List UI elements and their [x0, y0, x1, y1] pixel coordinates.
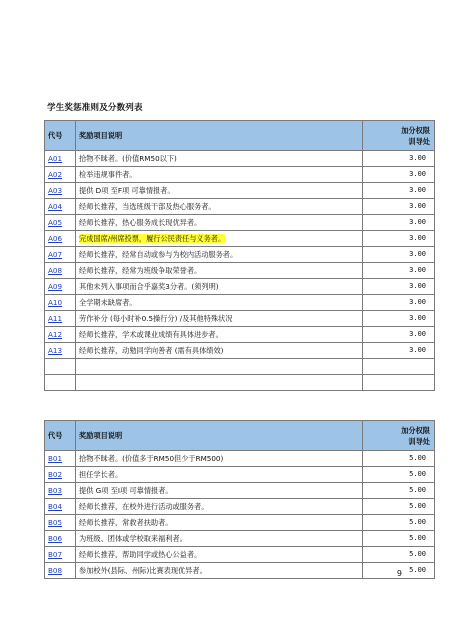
row-description: 参加校外(县际、州际)比赛表现优异者。 [79, 566, 207, 575]
row-description: 经师长推荐，经常为班级争取荣誉者。 [79, 266, 202, 275]
rewards-table-a [44, 120, 435, 391]
table-header-row [45, 421, 435, 451]
row-code-cell[interactable] [45, 327, 76, 343]
header-points-line1: 加分权限 [401, 425, 430, 435]
header-points [363, 421, 435, 451]
row-points: 5.00 [363, 547, 435, 563]
table-row [45, 531, 435, 547]
table-row [45, 295, 435, 311]
row-code-cell[interactable] [45, 279, 76, 295]
header-points-line1: 加分权限 [401, 125, 430, 135]
row-points: 3.00 [363, 311, 435, 327]
row-points: 5.00 [363, 531, 435, 547]
table-row [45, 151, 435, 167]
row-description: 其他未列入事项而合乎嘉奖3分者。(须列明) [79, 282, 219, 291]
row-description: 经师长推荐，常救者扶助者。 [79, 518, 173, 527]
row-description-cell [76, 483, 363, 499]
row-points: 5.00 [363, 515, 435, 531]
row-code-cell[interactable] [45, 531, 76, 547]
empty-cell [76, 359, 363, 375]
row-description: 经师长推荐，学术或课业成绩有具体进步者。 [79, 330, 223, 339]
row-code-link[interactable]: B01 [48, 454, 63, 463]
row-code-link[interactable]: A13 [48, 346, 63, 355]
row-description: 完成国席/州席投票，履行公民责任与义务者。 [79, 234, 226, 243]
row-points: 3.00 [363, 327, 435, 343]
row-description: 经师长推荐，帮助同学或热心公益者。 [79, 550, 202, 559]
row-points: 3.00 [363, 279, 435, 295]
row-description: 担任学长者。 [79, 470, 123, 479]
row-code-cell[interactable] [45, 515, 76, 531]
table-header-row [45, 121, 435, 151]
table-row [45, 215, 435, 231]
row-description-cell [76, 343, 363, 359]
table-row [45, 515, 435, 531]
row-code-cell[interactable] [45, 199, 76, 215]
row-points: 3.00 [363, 231, 435, 247]
row-description-cell [76, 467, 363, 483]
row-description-cell [76, 247, 363, 263]
header-description: 奖励项目说明 [76, 121, 363, 151]
row-code-link[interactable]: A03 [48, 186, 63, 195]
row-description-cell [76, 215, 363, 231]
row-description: 为班级、团体或学校取来福利者。 [79, 534, 187, 543]
row-description-cell [76, 499, 363, 515]
row-points: 3.00 [363, 263, 435, 279]
row-code-cell[interactable] [45, 231, 76, 247]
row-description-cell [76, 167, 363, 183]
table-row [45, 231, 435, 247]
row-code-cell[interactable] [45, 499, 76, 515]
row-code-cell[interactable] [45, 167, 76, 183]
empty-row [45, 375, 435, 391]
header-points [363, 121, 435, 151]
row-points: 3.00 [363, 295, 435, 311]
row-description-cell [76, 183, 363, 199]
row-points: 3.00 [363, 199, 435, 215]
row-code-link[interactable]: B05 [48, 518, 63, 527]
row-code-link[interactable]: B03 [48, 486, 63, 495]
row-code-cell[interactable] [45, 151, 76, 167]
table-row [45, 263, 435, 279]
row-code-link[interactable]: A05 [48, 218, 63, 227]
table-row [45, 563, 435, 579]
row-code-cell[interactable] [45, 483, 76, 499]
table-row [45, 247, 435, 263]
row-code-cell[interactable] [45, 343, 76, 359]
header-description: 奖励项目说明 [76, 421, 363, 451]
table-row [45, 167, 435, 183]
row-description: 劳作补分 (每小时补0.5操行分) /及其他特殊状况 [79, 314, 233, 323]
row-description: 经师长推荐，经常自动或参与为校内活动服务者。 [79, 250, 238, 259]
row-code-cell[interactable] [45, 263, 76, 279]
row-description: 拾物不昧者。(价值多于RM50但少于RM500) [79, 454, 224, 463]
row-code-link[interactable]: B04 [48, 502, 63, 511]
row-code-link[interactable]: B08 [48, 566, 63, 575]
row-code-cell[interactable] [45, 451, 76, 467]
page-number: 9 [396, 569, 402, 578]
row-description-cell [76, 151, 363, 167]
row-code-link[interactable]: A04 [48, 202, 63, 211]
table-row [45, 547, 435, 563]
table-row [45, 467, 435, 483]
row-description-cell [76, 199, 363, 215]
row-description: 检举违规事件者。 [79, 170, 137, 179]
table-row [45, 451, 435, 467]
row-description-cell [76, 295, 363, 311]
row-code-link[interactable]: A06 [48, 234, 63, 243]
table-row [45, 483, 435, 499]
row-description-cell [76, 451, 363, 467]
row-code-link[interactable]: A10 [48, 298, 63, 307]
table-row [45, 499, 435, 515]
header-points-line2: 训导处 [408, 436, 430, 446]
row-points: 3.00 [363, 215, 435, 231]
row-description: 经师长推荐，当选班级干部及热心服务者。 [79, 202, 216, 211]
row-code-link[interactable]: B02 [48, 470, 63, 479]
row-points: 5.00 [363, 451, 435, 467]
row-points: 3.00 [363, 167, 435, 183]
row-description-cell [76, 263, 363, 279]
table-row [45, 183, 435, 199]
row-code-link[interactable]: A02 [48, 170, 63, 179]
row-code-link[interactable]: A01 [48, 154, 63, 163]
row-description-cell [76, 531, 363, 547]
row-description: 全学期未缺席者。 [79, 298, 137, 307]
table-row [45, 279, 435, 295]
row-description-cell [76, 547, 363, 563]
empty-cell [45, 375, 76, 391]
row-points: 3.00 [363, 343, 435, 359]
row-points: 5.00 [363, 467, 435, 483]
empty-cell [45, 359, 76, 375]
row-points: 3.00 [363, 151, 435, 167]
row-description: 经师长推荐，动勉同学向善者 (需有具体绩效) [79, 346, 224, 355]
table-row [45, 311, 435, 327]
row-points: 3.00 [363, 247, 435, 263]
row-code-link[interactable]: B07 [48, 550, 63, 559]
empty-cell [363, 359, 435, 375]
row-code-link[interactable]: A09 [48, 282, 63, 291]
row-description: 提供 D项 至F项 可靠情报者。 [79, 186, 175, 195]
row-points: 5.00 [363, 483, 435, 499]
page-title: 学生奖惩准则及分数列表 [47, 103, 143, 113]
empty-cell [76, 375, 363, 391]
row-description-cell [76, 311, 363, 327]
row-points: 5.00 [363, 499, 435, 515]
row-code-cell[interactable] [45, 295, 76, 311]
row-code-cell[interactable] [45, 563, 76, 579]
row-code-link[interactable]: A07 [48, 250, 63, 259]
row-code-cell[interactable] [45, 467, 76, 483]
row-code-cell[interactable] [45, 215, 76, 231]
header-code: 代号 [45, 421, 76, 451]
row-description-cell [76, 515, 363, 531]
row-code-link[interactable]: A08 [48, 266, 63, 275]
row-points: 5.00 [363, 563, 435, 579]
row-description: 经师长推荐，热心服务成长现优异者。 [79, 218, 202, 227]
row-code-cell[interactable] [45, 183, 76, 199]
row-description-cell [76, 563, 363, 579]
empty-cell [363, 375, 435, 391]
row-code-link[interactable]: A11 [48, 314, 63, 323]
row-code-link[interactable]: A12 [48, 330, 63, 339]
header-points-line2: 训导处 [408, 136, 430, 146]
rewards-table-b [44, 420, 435, 579]
row-description: 经师长推荐，在校外进行活动或服务者。 [79, 502, 209, 511]
row-description: 拾物不昧者。(价值RM50以下) [79, 154, 177, 163]
row-code-cell[interactable] [45, 547, 76, 563]
row-code-cell[interactable] [45, 311, 76, 327]
row-description-cell [76, 327, 363, 343]
row-points: 3.00 [363, 183, 435, 199]
row-code-link[interactable]: B06 [48, 534, 63, 543]
table-row [45, 327, 435, 343]
row-description-cell [76, 231, 363, 247]
row-description: 提供 G项 至I项 可靠情报者。 [79, 486, 173, 495]
table-row [45, 199, 435, 215]
row-code-cell[interactable] [45, 247, 76, 263]
empty-row [45, 359, 435, 375]
header-code: 代号 [45, 121, 76, 151]
table-row [45, 343, 435, 359]
row-description-cell [76, 279, 363, 295]
